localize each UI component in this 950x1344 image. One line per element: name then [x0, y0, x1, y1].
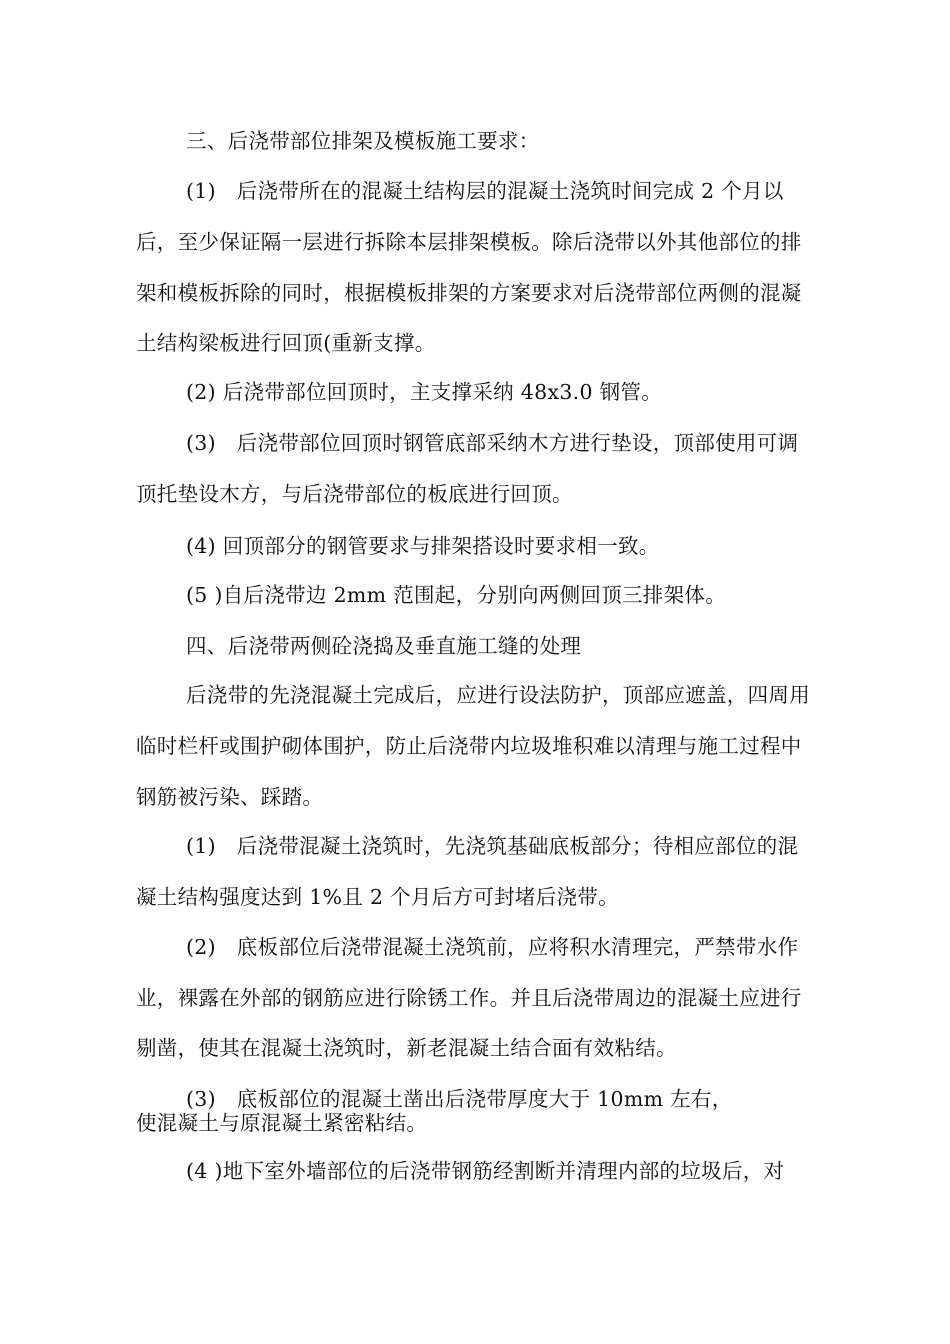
- paragraph-line: 剔凿，使其在混凝土浇筑时，新老混凝土结合面有效粘结。: [136, 1036, 677, 1060]
- paragraph-line: 业，裸露在外部的钢筋应进行除锈工作。并且后浇带周边的混凝土应进行: [136, 986, 802, 1010]
- paragraph-line: 钢筋被污染、踩踏。: [136, 785, 324, 809]
- paragraph-line: (2) 底板部位后浇带混凝土浇筑前，应将积水清理完，严禁带水作: [186, 935, 799, 959]
- paragraph-line: (3) 底板部位的混凝土凿出后浇带厚度大于 10mm 左右，: [186, 1087, 733, 1111]
- paragraph-line: 后浇带的先浇混凝土完成后，应进行设法防护，顶部应遮盖，四周用: [186, 683, 810, 707]
- paragraph-line: 临时栏杆或围护砌体围护，防止后浇带内垃圾堆积难以清理与施工过程中: [136, 734, 802, 758]
- paragraph-line: 架和模板拆除的同时，根据模板排架的方案要求对后浇带部位两侧的混凝: [136, 281, 802, 305]
- paragraph-line: (3) 后浇带部位回顶时钢管底部采纳木方进行垫设，顶部使用可调: [186, 431, 799, 455]
- section-heading-3: 三、后浇带部位排架及模板施工要求：: [186, 129, 540, 153]
- paragraph-line: 凝土结构强度达到 1%且 2 个月后方可封堵后浇带。: [136, 885, 619, 909]
- paragraph-line: (1) 后浇带所在的混凝土结构层的混凝土浇筑时间完成 2 个月以: [186, 179, 784, 203]
- paragraph-line: (4 )地下室外墙部位的后浇带钢筋经割断并清理内部的垃圾后，对: [186, 1159, 785, 1183]
- paragraph-line: (1) 后浇带混凝土浇筑时，先浇筑基础底板部分；待相应部位的混: [186, 834, 799, 858]
- paragraph-line: 顶托垫设木方，与后浇带部位的板底进行回顶。: [136, 482, 573, 506]
- paragraph-line: 后，至少保证隔一层进行拆除本层排架模板。除后浇带以外其他部位的排: [136, 230, 802, 254]
- paragraph-line: 土结构梁板进行回顶(重新支撑。: [136, 331, 436, 355]
- paragraph-line: (4) 回顶部分的钢管要求与排架搭设时要求相一致。: [186, 534, 660, 558]
- paragraph-line: (2) 后浇带部位回顶时，主支撑采纳 48x3.0 钢管。: [186, 380, 663, 404]
- paragraph-line: 使混凝土与原混凝土紧密粘结。: [136, 1111, 428, 1135]
- paragraph-line: (5 )自后浇带边 2mm 范围起，分别向两侧回顶三排架体。: [186, 583, 727, 607]
- section-heading-4: 四、后浇带两侧砼浇捣及垂直施工缝的处理: [186, 634, 582, 658]
